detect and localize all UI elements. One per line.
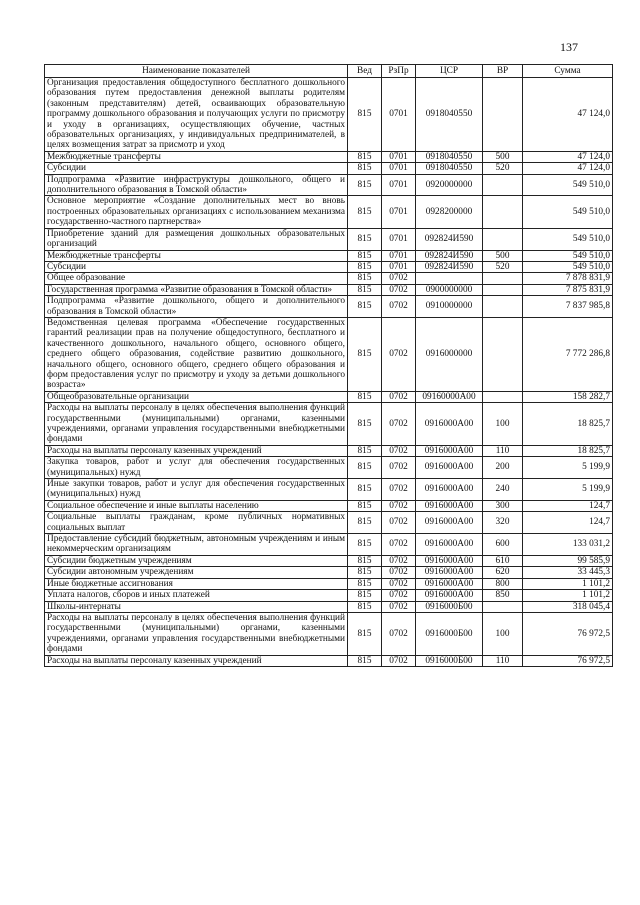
cell-vr: 500 [483,151,523,162]
cell-sum: 47 124,0 [523,151,613,162]
cell-name: Расходы на выплаты персоналу казенных учреждений [45,655,348,666]
cell-rzpr: 0701 [382,78,416,152]
table-row [45,261,613,272]
table-row [45,196,613,228]
cell-csr: 0916000А00 [416,445,483,456]
cell-ved: 815 [348,445,382,456]
cell-rzpr: 0701 [382,261,416,272]
cell-csr: 0916000А00 [416,479,483,501]
cell-sum: 549 510,0 [523,261,613,272]
cell-sum: 99 585,9 [523,555,613,566]
cell-sum: 549 510,0 [523,196,613,228]
header-name: Наименование показателей [45,65,348,78]
cell-rzpr: 0702 [382,273,416,284]
cell-ved: 815 [348,284,382,295]
table-row [45,151,613,162]
cell-vr: 100 [483,403,523,446]
header-csr: ЦСР [416,65,483,78]
cell-sum: 1 101,2 [523,578,613,589]
cell-rzpr: 0702 [382,479,416,501]
cell-ved: 815 [348,273,382,284]
cell-rzpr: 0701 [382,228,416,250]
cell-csr: 0916000А00 [416,567,483,578]
cell-rzpr: 0702 [382,512,416,534]
table-row [45,567,613,578]
cell-csr: 0918040550 [416,151,483,162]
cell-vr: 100 [483,612,523,655]
table-row [45,250,613,261]
table-row [45,601,613,612]
cell-csr: 0916000А00 [416,512,483,534]
cell-csr: 0920000000 [416,174,483,196]
cell-name: Расходы на выплаты персоналу в целях обеспечения выполнения функций государственными (муниципальными) органами, казенными учреждениями, органами управления государственными внебюджетными фондами [45,403,348,446]
cell-sum: 47 124,0 [523,163,613,174]
cell-rzpr: 0702 [382,601,416,612]
cell-name: Иные закупки товаров, работ и услуг для обеспечения государственных (муниципальных) нужд [45,479,348,501]
cell-csr: 0916000А00 [416,534,483,556]
cell-csr: 0910000000 [416,296,483,318]
table-row [45,445,613,456]
cell-ved: 815 [348,479,382,501]
header-rzpr: РзПр [382,65,416,78]
cell-csr: 0928200000 [416,196,483,228]
table-row [45,578,613,589]
cell-vr [483,317,523,391]
cell-ved: 815 [348,196,382,228]
budget-table [44,64,613,667]
cell-vr [483,391,523,402]
cell-vr: 850 [483,590,523,601]
header-vr: ВР [483,65,523,78]
table-row [45,479,613,501]
cell-sum: 18 825,7 [523,445,613,456]
cell-ved: 815 [348,612,382,655]
cell-name: Приобретение зданий для размещения дошкольных образовательных организаций [45,228,348,250]
cell-rzpr: 0701 [382,250,416,261]
table-row [45,163,613,174]
cell-name: Государственная программа «Развитие образования в Томской области» [45,284,348,295]
cell-name: Предоставление субсидий бюджетным, автономным учреждениям и иным некоммерческим организациям [45,534,348,556]
cell-ved: 815 [348,457,382,479]
cell-sum: 549 510,0 [523,228,613,250]
cell-name: Иные бюджетные ассигнования [45,578,348,589]
cell-rzpr: 0702 [382,578,416,589]
cell-csr: 0916000000 [416,317,483,391]
table-row [45,512,613,534]
cell-name: Субсидии автономным учреждениям [45,567,348,578]
cell-sum: 549 510,0 [523,174,613,196]
cell-rzpr: 0702 [382,655,416,666]
cell-csr: 0916000А00 [416,403,483,446]
header-sum: Сумма [523,65,613,78]
table-row [45,391,613,402]
cell-vr: 320 [483,512,523,534]
cell-rzpr: 0701 [382,151,416,162]
cell-csr: 092824И590 [416,228,483,250]
cell-sum: 124,7 [523,500,613,511]
header-ved: Вед [348,65,382,78]
table-row [45,457,613,479]
cell-name: Подпрограмма «Развитие дошкольного, общего и дополнительного образования в Томской области» [45,296,348,318]
cell-ved: 815 [348,296,382,318]
cell-sum: 47 124,0 [523,78,613,152]
cell-rzpr: 0702 [382,391,416,402]
cell-vr: 200 [483,457,523,479]
cell-name: Организация предоставления общедоступного бесплатного дошкольного образования путем предоставления денежной выплаты родителям (законным представителям) детей, осваивающих образовательную программу дошкольного образования и получающих услуги по присмотру и уходу в организациях, осуществляющих обучение, частных образовательных организациях, у индивидуальных предпринимателей, в целях возмещения затрат за присмотр и уход [45,78,348,152]
cell-csr: 0916000А00 [416,590,483,601]
table-row [45,317,613,391]
cell-rzpr: 0702 [382,567,416,578]
cell-name: Расходы на выплаты персоналу казенных учреждений [45,445,348,456]
cell-sum: 33 445,3 [523,567,613,578]
cell-name: Подпрограмма «Развитие инфраструктуры дошкольного, общего и дополнительного образования в Томской области» [45,174,348,196]
cell-vr [483,228,523,250]
cell-vr: 110 [483,655,523,666]
cell-rzpr: 0702 [382,500,416,511]
cell-rzpr: 0701 [382,163,416,174]
cell-sum: 76 972,5 [523,655,613,666]
cell-rzpr: 0702 [382,590,416,601]
cell-sum: 549 510,0 [523,250,613,261]
cell-sum: 133 031,2 [523,534,613,556]
cell-sum: 7 875 831,9 [523,284,613,295]
table-row [45,174,613,196]
cell-ved: 815 [348,174,382,196]
table-row [45,78,613,152]
cell-sum: 7 837 985,8 [523,296,613,318]
table-row [45,228,613,250]
cell-name: Общее образование [45,273,348,284]
cell-rzpr: 0702 [382,534,416,556]
cell-vr [483,196,523,228]
cell-ved: 815 [348,163,382,174]
table-row [45,590,613,601]
cell-csr: 0900000000 [416,284,483,295]
cell-ved: 815 [348,78,382,152]
table-row [45,273,613,284]
cell-name: Ведомственная целевая программа «Обеспечение государственных гарантий реализации прав на получение общедоступного, бесплатного и качественного дошкольного, начального общего, основного общего, среднего общего образования, содействие развитию дошкольного, начального общего, основного общего, среднего общего образования и форм предоставления услуг по присмотру и уходу за детьми дошкольного возраста» [45,317,348,391]
cell-vr [483,174,523,196]
table-row [45,403,613,446]
cell-ved: 815 [348,655,382,666]
cell-name: Расходы на выплаты персоналу в целях обеспечения выполнения функций государственными (муниципальными) органами, казенными учреждениями, органами управления государственными внебюджетными фондами [45,612,348,655]
cell-csr: 092824И590 [416,261,483,272]
cell-vr: 110 [483,445,523,456]
cell-sum: 18 825,7 [523,403,613,446]
cell-ved: 815 [348,151,382,162]
cell-csr: 0918040550 [416,163,483,174]
table-row [45,284,613,295]
cell-sum: 1 101,2 [523,590,613,601]
cell-vr: 800 [483,578,523,589]
cell-ved: 815 [348,512,382,534]
cell-ved: 815 [348,567,382,578]
cell-name: Основное мероприятие «Создание дополнительных мест во вновь построенных образовательных организациях с использованием механизма государственно-частного партнерства» [45,196,348,228]
cell-ved: 815 [348,261,382,272]
cell-rzpr: 0702 [382,445,416,456]
cell-rzpr: 0702 [382,284,416,295]
cell-sum: 7 878 831,9 [523,273,613,284]
cell-name: Межбюджетные трансферты [45,250,348,261]
cell-csr: 0916000А00 [416,555,483,566]
table-header-row [45,65,613,78]
cell-csr: 09160000А00 [416,391,483,402]
cell-csr [416,273,483,284]
cell-ved: 815 [348,250,382,261]
cell-ved: 815 [348,403,382,446]
cell-csr: 092824И590 [416,250,483,261]
cell-sum: 76 972,5 [523,612,613,655]
cell-vr [483,601,523,612]
cell-vr: 600 [483,534,523,556]
cell-name: Субсидии бюджетным учреждениям [45,555,348,566]
cell-name: Социальное обеспечение и иные выплаты населению [45,500,348,511]
table-row [45,555,613,566]
cell-sum: 7 772 286,8 [523,317,613,391]
cell-csr: 0918040550 [416,78,483,152]
cell-ved: 815 [348,534,382,556]
cell-csr: 0916000А00 [416,578,483,589]
cell-ved: 815 [348,590,382,601]
cell-vr: 620 [483,567,523,578]
cell-vr: 300 [483,500,523,511]
cell-vr: 240 [483,479,523,501]
cell-csr: 0916000А00 [416,457,483,479]
cell-rzpr: 0702 [382,317,416,391]
cell-vr: 520 [483,163,523,174]
cell-ved: 815 [348,317,382,391]
table-row [45,534,613,556]
cell-name: Школы-интернаты [45,601,348,612]
cell-rzpr: 0702 [382,612,416,655]
cell-rzpr: 0701 [382,196,416,228]
cell-sum: 318 045,4 [523,601,613,612]
cell-sum: 5 199,9 [523,479,613,501]
cell-ved: 815 [348,228,382,250]
cell-name: Закупка товаров, работ и услуг для обеспечения государственных (муниципальных) нужд [45,457,348,479]
cell-vr: 610 [483,555,523,566]
cell-name: Субсидии [45,163,348,174]
table-row [45,500,613,511]
cell-csr: 0916000Б00 [416,655,483,666]
cell-rzpr: 0702 [382,296,416,318]
cell-name: Уплата налогов, сборов и иных платежей [45,590,348,601]
cell-vr: 520 [483,261,523,272]
table-row [45,296,613,318]
cell-rzpr: 0701 [382,174,416,196]
cell-ved: 815 [348,578,382,589]
cell-csr: 0916000Б00 [416,601,483,612]
cell-sum: 5 199,9 [523,457,613,479]
cell-rzpr: 0702 [382,457,416,479]
cell-name: Общеобразовательные организации [45,391,348,402]
cell-csr: 0916000А00 [416,500,483,511]
cell-vr [483,78,523,152]
cell-name: Межбюджетные трансферты [45,151,348,162]
cell-vr [483,296,523,318]
cell-sum: 158 282,7 [523,391,613,402]
page-number: 137 [560,40,578,54]
cell-csr: 0916000Б00 [416,612,483,655]
cell-ved: 815 [348,500,382,511]
cell-vr [483,273,523,284]
cell-rzpr: 0702 [382,555,416,566]
table-row [45,655,613,666]
cell-name: Субсидии [45,261,348,272]
cell-ved: 815 [348,391,382,402]
cell-ved: 815 [348,555,382,566]
cell-rzpr: 0702 [382,403,416,446]
cell-ved: 815 [348,601,382,612]
cell-vr: 500 [483,250,523,261]
cell-name: Социальные выплаты гражданам, кроме публичных нормативных социальных выплат [45,512,348,534]
table-row [45,612,613,655]
cell-sum: 124,7 [523,512,613,534]
cell-vr [483,284,523,295]
